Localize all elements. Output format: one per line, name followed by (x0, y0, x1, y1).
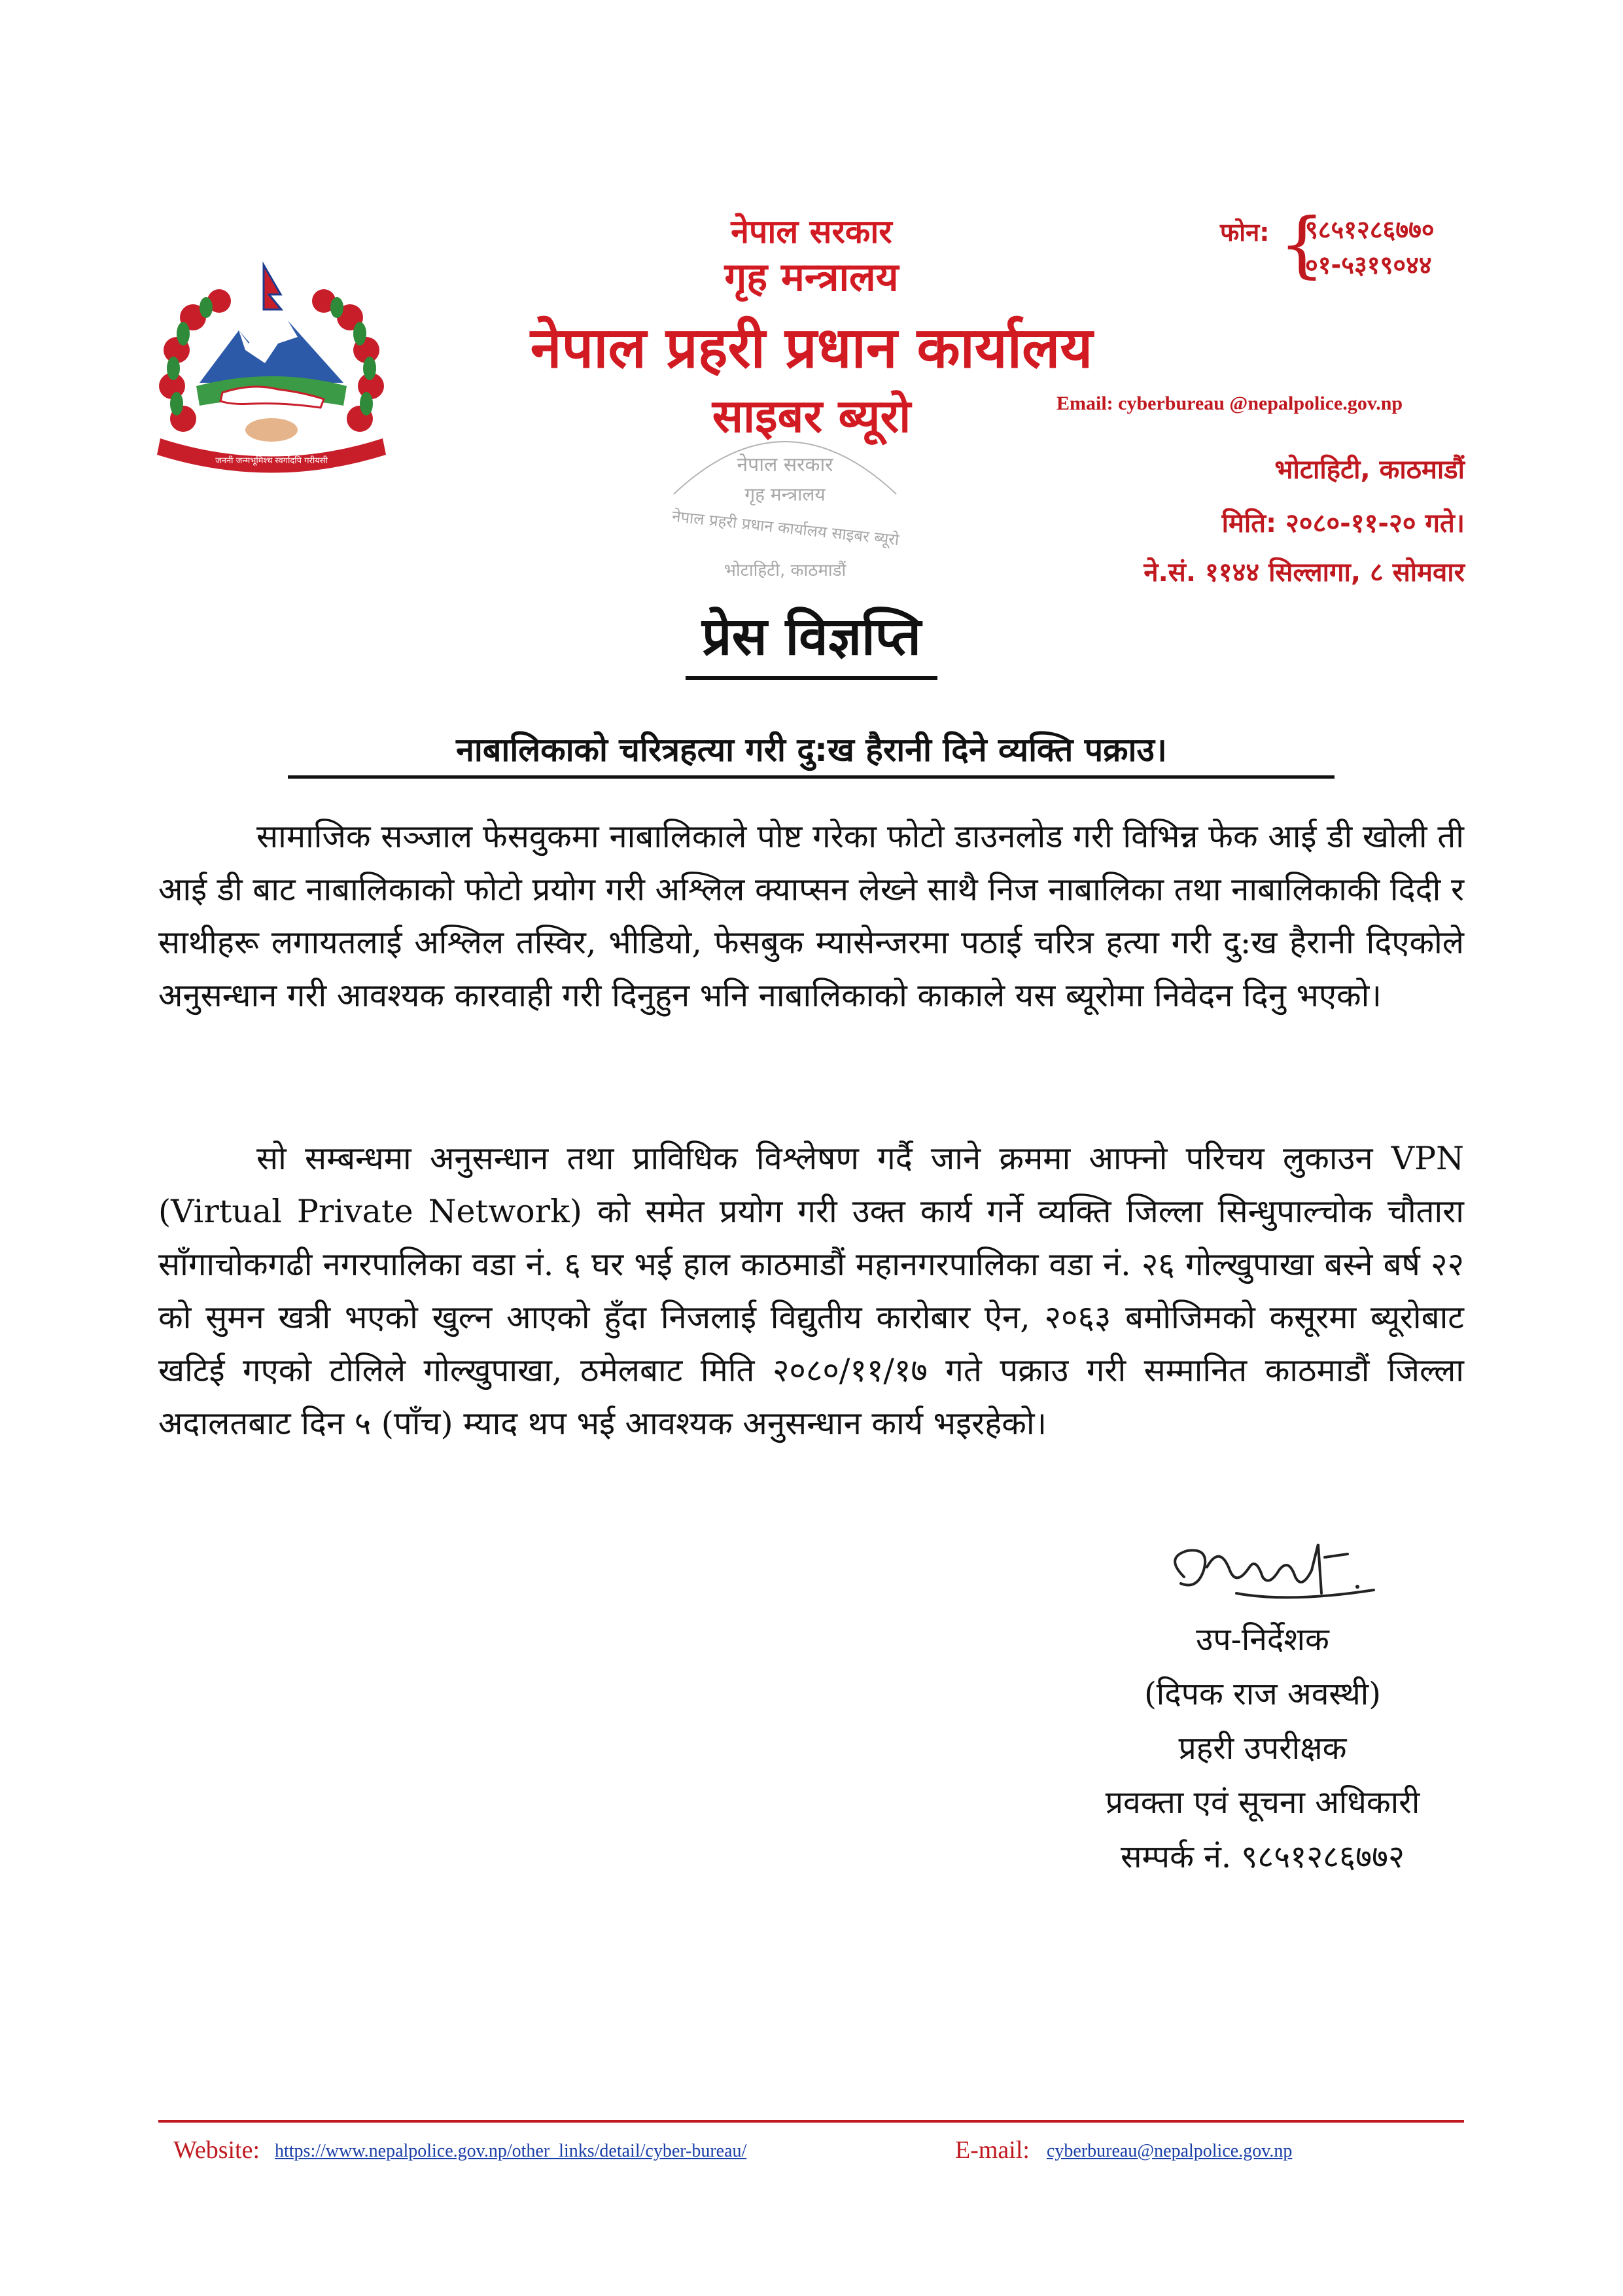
ministry-heading: गृह मन्त्रालय (724, 255, 899, 300)
stamp-line-2: गृह मन्त्रालय (744, 484, 826, 505)
signatory-rank: प्रहरी उपरीक्षक (1178, 1730, 1347, 1767)
signatory-contact: सम्पर्क नं. ९८५१२८६७७२ (1121, 1839, 1405, 1875)
footer-divider (158, 2120, 1464, 2123)
footer-email-label: E-mail: (955, 2136, 1030, 2164)
office-heading: नेपाल प्रहरी प्रधान कार्यालय (530, 315, 1093, 381)
government-heading: नेपाल सरकार (731, 213, 892, 251)
phone-number-1: ९८५१२८६७७० (1305, 215, 1435, 244)
emblem-motto: जननी जन्मभूमिश्च स्वर्गादपि गरीयसी (215, 456, 328, 466)
signatory-role: प्रवक्ता एवं सूचना अधिकारी (1105, 1784, 1420, 1821)
signatory-name: (दिपक राज अवस्थी) (1144, 1676, 1381, 1712)
stamp-line-1: नेपाल सरकार (737, 453, 833, 476)
stamp-line-4: भोटाहिटी, काठमाडौं (724, 561, 846, 580)
signatory-designation: उप-निर्देशक (1196, 1621, 1329, 1658)
office-location: भोटाहिटी, काठमाडौं (1274, 455, 1465, 485)
phone-number-2: ०१-५३१९०४४ (1305, 251, 1432, 279)
body-paragraph-2: सो सम्बन्धमा अनुसन्धान तथा प्राविधिक विश्लेषण गर्दै जाने क्रममा आफ्नो परिचय लुकाउन VPN (Virtual Private Network) को समेत प्रयोग गरी उक्त कार्य गर्ने व्यक्ति जिल्ला सिन्धुपाल्चोक चौतारा साँगाचोकगढी नगरपालिका वडा नं. ६ घर भई हाल काठमाडौं महानगरपालिका वडा नं. २६ गोल्खुपाखा बस्ने बर्ष २२ को सुमन खत्री भएको खुल्न आएको हुँदा निजलाई विद्युतीय कारोबार ऐन, २०६३ बमोजिमको कसूरमा ब्यूरोबाट खटिई गएको टोलिले गोल्खुपाखा, ठमेलबाट मिति २०८०/११/१७ गते पक्राउ गरी सम्मानित काठमाडौं जिल्ला अदालतबाट दिन ५ (पाँच) म्याद थप भई आवश्यक अनुसन्धान कार्य भइरहेको। (158, 1140, 1464, 1442)
title-underline (686, 676, 937, 680)
nepal-sambat-date: ने.सं. ११४४ सिल्लागा, ८ सोमवार (1143, 557, 1465, 588)
page-title: प्रेस विज्ञप्ति (702, 606, 921, 667)
date-line: मिति: २०८०-११-२० गते। (1221, 508, 1465, 539)
stamp-line-3: नेपाल प्रहरी प्रधान कार्यालय साइबर ब्यूरो (671, 506, 900, 550)
office-stamp (628, 402, 942, 599)
body-paragraph-1: सामाजिक सञ्जाल फेसवुकमा नाबालिकाले पोष्ट गरेका फोटो डाउनलोड गरी विभिन्न फेक आई डी खोली ती आई डी बाट नाबालिकाको फोटो प्रयोग गरी अश्लिल क्याप्सन लेख्ने साथै निज नाबालिका तथा नाबालिकाकी दिदी र साथीहरू लगायतलाई अश्लिल तस्विर, भीडियो, फेसबुक म्यासेन्जरमा पठाई चरित्र हत्या गरी दु:ख हैरानी दिएकोले अनुसन्धान गरी आवश्यक कारवाही गरी दिनुहुन भनि नाबालिकाको काकाले यस ब्यूरोमा निवेदन दिनु भएको। (158, 818, 1464, 1014)
signature-mark (1158, 1531, 1406, 1623)
footer-email-link[interactable]: cyberbureau@nepalpolice.gov.np (1047, 2141, 1293, 2161)
header-email: Email: cyberbureau @nepalpolice.gov.np (1056, 393, 1403, 414)
subject-heading: नाबालिकाको चरित्रहत्या गरी दु:ख हैरानी दिने व्यक्ति पक्राउ। (456, 731, 1167, 769)
footer-website-link[interactable]: https://www.nepalpolice.gov.np/other_links/detail/cyber-bureau/ (275, 2141, 747, 2161)
footer-website-label: Website: (173, 2136, 260, 2164)
bureau-heading: साइबर ब्यूरो (712, 389, 911, 443)
phone-label: फोन: (1220, 218, 1270, 247)
phone-brace: { (1279, 202, 1325, 286)
subject-underline (288, 775, 1335, 779)
